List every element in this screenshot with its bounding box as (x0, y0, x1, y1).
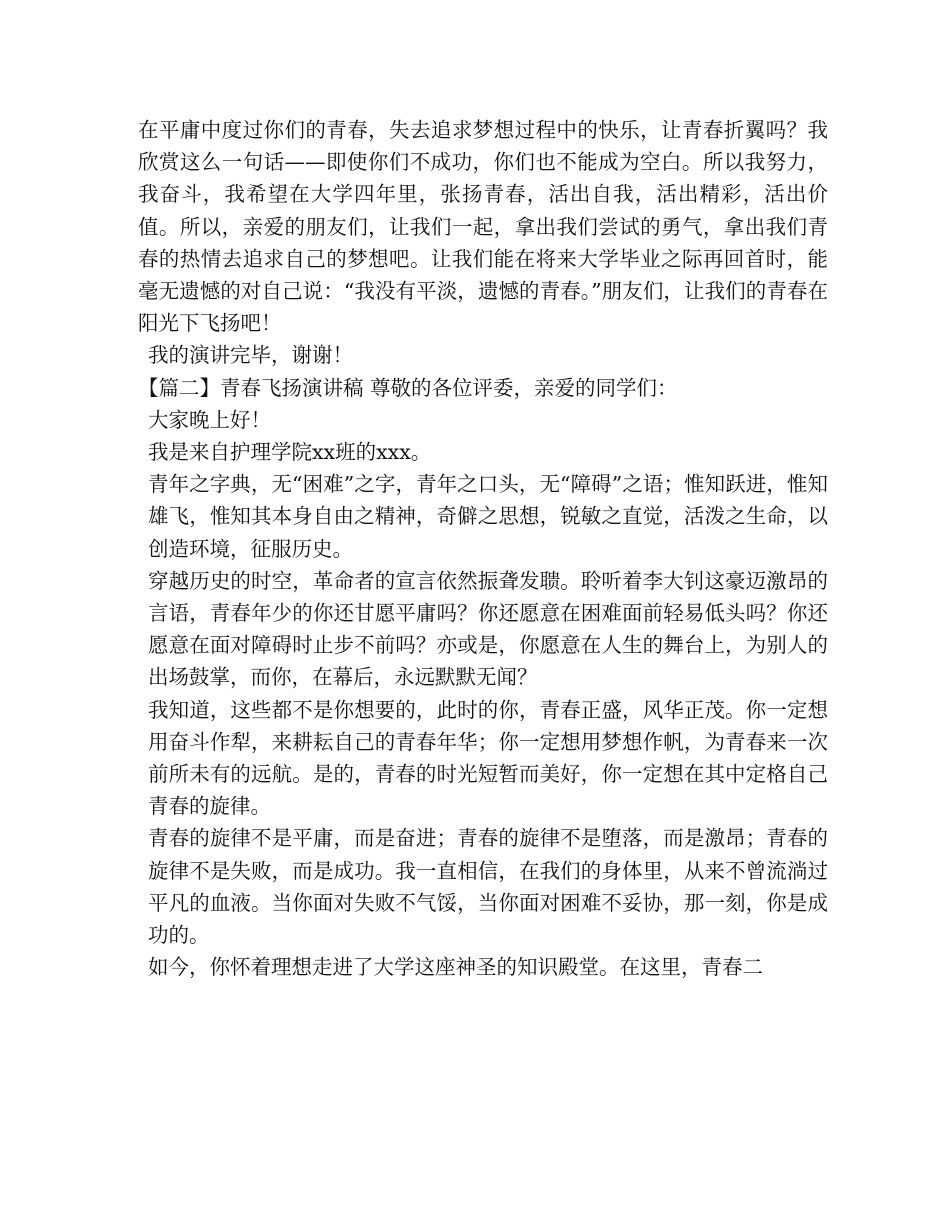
paragraph-greeting: 大家晚上好！ (148, 407, 271, 432)
paragraph-history: 穿越历史的时空，革命者的宣言依然振聋发聩。聆听着李大钊这豪迈激昂的言语，青春年少的你还甘愿平庸吗？你还愿意在困难面前轻易低头吗？你还愿意在面对障碍时止步不前吗？亦或是，你愿意在人生的舞台上，为别人的出场鼓掌，而你，在幕后，永远默默无闻？ (148, 568, 828, 690)
document-page (138, 114, 828, 983)
paragraph-intro: 我是来自护理学院xx班的xxx。 (148, 440, 432, 465)
paragraph-melody: 青春的旋律不是平庸，而是奋进；青春的旋律不是堕落，而是激昂；青春的旋律不是失败，而是成功。我一直相信，在我们的身体里，从来不曾流淌过平凡的血液。当你面对失败不气馁，当你面对困难不妥协，那一刻，你是成功的。 (148, 826, 828, 948)
paragraph-1: 在平庸中度过你们的青春，失去追求梦想过程中的快乐，让青春折翼吗？我欣赏这么一句话——即使你们不成功，你们也不能成为空白。所以我努力，我奋斗，我希望在大学四年里，张扬青春，活出自我，活出精彩，活出价值。所以，亲爱的朋友们，让我们一起，拿出我们尝试的勇气，拿出我们青春的热情去追求自己的梦想吧。让我们能在将来大学毕业之际再回首时，能毫无遗憾的对自己说：“我没有平淡，遗憾的青春。”朋友们，让我们的青春在阳光下飞扬吧！ (138, 118, 828, 336)
paragraph-quote: 青年之字典，无“困难”之字，青年之口头，无“障碍”之语；惟知跃进，惟知雄飞，惟知其本身自由之精神，奇僻之思想，锐敏之直觉，活泼之生命，以创造环境，征服历史。 (148, 472, 828, 561)
paragraph-2: 我的演讲完毕，谢谢！ (148, 343, 353, 368)
paragraph-youth: 我知道，这些都不是你想要的，此时的你，青春正盛，风华正茂。你一定想用奋斗作犁，来耕耘自己的青春年华；你一定想用梦想作帆，为青春来一次前所未有的远航。是的，青春的时光短暂而美好，你一定想在其中定格自己青春的旋律。 (148, 697, 828, 819)
section-heading: 【篇二】青春飞扬演讲稿 尊敬的各位评委，亲爱的同学们： (138, 375, 678, 400)
paragraph-university: 如今，你怀着理想走进了大学这座神圣的知识殿堂。在这里，青春二 (148, 955, 763, 980)
